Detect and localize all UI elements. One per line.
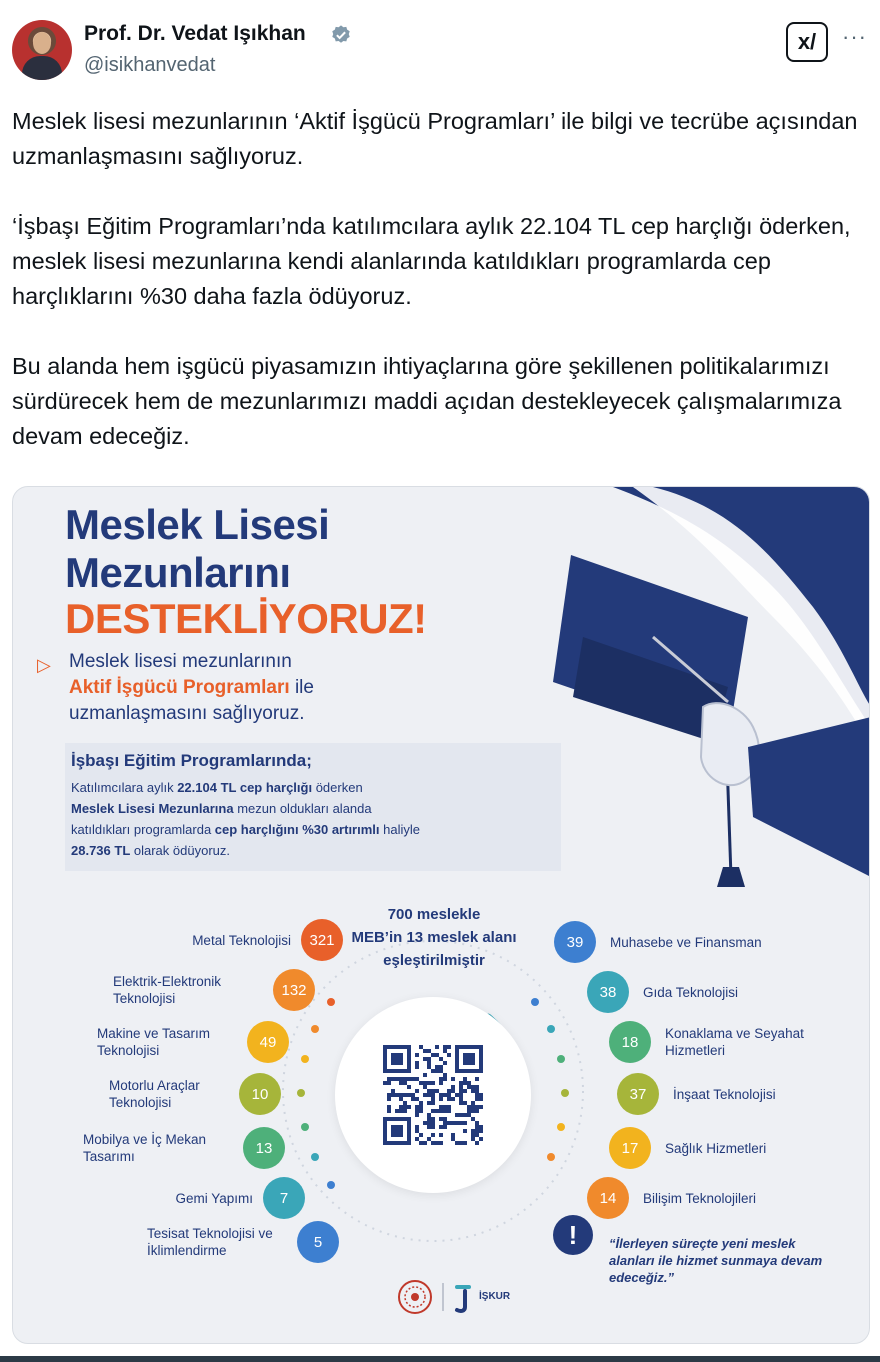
- field-item-left: [63, 1073, 281, 1115]
- field-count-badge: 5: [297, 1221, 339, 1263]
- infographic-title-line3: DESTEKLİYORUZ!: [65, 595, 427, 642]
- info-text: Katılımcılara aylık: [71, 780, 178, 795]
- center-title-line: eşleştirilmiştir: [383, 952, 485, 969]
- tweet-paragraph: ‘İşbaşı Eğitim Programları’nda katılımcılara aylık 22.104 TL cep harçlığı öderken, meslek lisesi mezunlarına kendi alanlarında katıldıkları programlarda cep harçlıklarını %30 daha fazla ödüyoruz.: [12, 213, 851, 309]
- center-title-line: MEB’in 13 meslek alanı: [351, 929, 517, 946]
- field-item-right: [609, 1127, 849, 1169]
- author-name[interactable]: Prof. Dr. Vedat Işıkhan: [84, 22, 306, 45]
- field-item-right: [587, 971, 857, 1013]
- field-count-badge: 39: [554, 921, 596, 963]
- field-count-badge: 18: [609, 1021, 651, 1063]
- field-item-left: [53, 969, 315, 1011]
- field-label: İnşaat Teknolojisi: [673, 1086, 776, 1102]
- field-item-left: [93, 1221, 339, 1263]
- qr-code-icon: [335, 997, 531, 1193]
- field-label: Konaklama ve Seyahat Hizmetleri: [665, 1026, 804, 1058]
- field-label: Motorlu Araçlar Teknolojisi: [109, 1078, 200, 1110]
- info-bold: cep harçlığını %30 artırımlı: [214, 822, 380, 837]
- field-count-badge: 17: [609, 1127, 651, 1169]
- field-item-left: [53, 1127, 285, 1169]
- info-box-line: [71, 819, 555, 840]
- field-count-badge: 49: [247, 1021, 289, 1063]
- field-item-left: [73, 1177, 305, 1219]
- center-title-line: 700 meslekle: [387, 906, 481, 923]
- iskur-logo-label: İŞKUR: [479, 1291, 511, 1302]
- field-count-badge: 132: [273, 969, 315, 1011]
- field-label: Metal Teknolojisi: [192, 932, 291, 948]
- field-label: Gıda Teknolojisi: [643, 984, 739, 1000]
- info-text: mezun oldukları alanda: [233, 801, 372, 816]
- field-label: Makine ve Tasarım Teknolojisi: [97, 1026, 211, 1058]
- field-item-right: [617, 1073, 857, 1115]
- info-box-line: [71, 777, 555, 798]
- tweet-text: [12, 104, 862, 489]
- info-bold: Meslek Lisesi Mezunlarına: [71, 801, 234, 816]
- field-count-badge: 38: [587, 971, 629, 1013]
- field-count-badge: 14: [587, 1177, 629, 1219]
- play-arrow-icon: ▷: [37, 655, 51, 675]
- tweet-paragraph: Meslek lisesi mezunlarının ‘Aktif İşgücü Programları’ ile bilgi ve tecrübe açısından uzmanlaşmasını sağlıyoruz.: [12, 108, 858, 169]
- intro-text: ile: [289, 677, 314, 698]
- infographic-intro: [69, 649, 489, 727]
- field-label: Gemi Yapımı: [175, 1190, 253, 1206]
- note-text: “İlerleyen süreçte yeni meslek alanları ile hizmet sunmaya devam edeceğiz.”: [609, 1236, 823, 1285]
- avatar-face: [33, 32, 51, 54]
- bottom-bar: [0, 1356, 880, 1362]
- info-box-line: [71, 798, 555, 819]
- avatar-suit: [22, 56, 62, 80]
- infographic-title-line2: Mezunlarını: [65, 549, 291, 596]
- field-count-badge: 7: [263, 1177, 305, 1219]
- infographic-title-line1: Meslek Lisesi: [65, 501, 330, 548]
- verified-badge-icon: [330, 24, 352, 46]
- tweet-media-image[interactable]: [12, 486, 870, 1344]
- field-label: Elektrik-Elektronik Teknolojisi: [113, 974, 222, 1006]
- tweet-paragraph: Bu alanda hem işgücü piyasamızın ihtiyaçlarına göre şekillenen politikalarımızı sürdürecek hem de mezunlarımızı maddi açıdan destekleyecek çalışmalarımıza devam edeceğiz.: [12, 353, 842, 449]
- center-title: [329, 903, 539, 972]
- field-item-right: [554, 921, 854, 963]
- hand-icon: [701, 703, 870, 877]
- author-handle[interactable]: @isikhanvedat: [84, 54, 216, 76]
- intro-text: Meslek lisesi mezunlarının: [69, 651, 292, 672]
- qr-code-container[interactable]: [335, 997, 531, 1193]
- tweet-header: [0, 0, 880, 96]
- intro-text: uzmanlaşmasını sağlıyoruz.: [69, 703, 305, 724]
- info-text: katıldıkları programlarda: [71, 822, 215, 837]
- info-box-heading: İşbaşı Eğitim Programlarında;: [71, 751, 312, 770]
- field-label: Mobilya ve İç Mekan Tasarımı: [83, 1132, 207, 1164]
- field-count-badge: 13: [243, 1127, 285, 1169]
- author-avatar[interactable]: [12, 20, 72, 80]
- field-label: Sağlık Hizmetleri: [665, 1140, 767, 1156]
- field-count-badge: 10: [239, 1073, 281, 1115]
- info-text: olarak ödüyoruz.: [130, 843, 230, 858]
- field-item-right: [609, 1021, 859, 1063]
- info-text: öderken: [312, 780, 363, 795]
- info-bold: 28.736 TL: [71, 843, 131, 858]
- field-item-right: [587, 1177, 847, 1219]
- grok-button[interactable]: x/: [786, 22, 828, 62]
- intro-highlight: Aktif İşgücü Programları: [69, 677, 290, 698]
- program-info-box: [65, 743, 561, 871]
- exclamation-icon: !: [553, 1215, 593, 1255]
- info-text: haliyle: [379, 822, 420, 837]
- field-label: Bilişim Teknolojileri: [643, 1190, 757, 1206]
- field-item-left: [53, 1021, 289, 1063]
- info-bold: 22.104 TL cep harçlığı: [177, 780, 313, 795]
- info-box-line: [71, 840, 555, 861]
- field-label: Tesisat Teknolojisi ve İklimlendirme: [147, 1226, 273, 1258]
- field-item-left: [73, 919, 343, 961]
- more-options-icon[interactable]: ···: [842, 24, 867, 49]
- field-label: Muhasebe ve Finansman: [610, 934, 762, 950]
- field-count-badge: 37: [617, 1073, 659, 1115]
- field-count-badge: 321: [301, 919, 343, 961]
